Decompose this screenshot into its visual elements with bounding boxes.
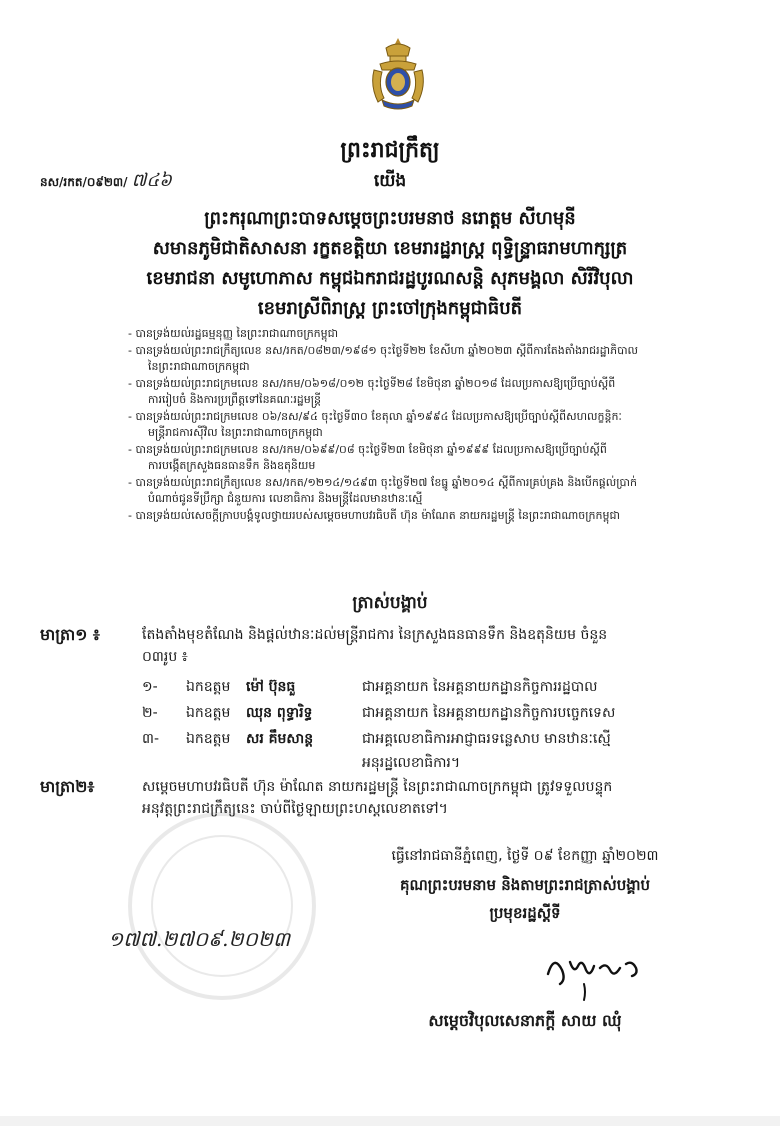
appointee-name: ម៉ៅ ប៊ុនធួ (246, 679, 296, 695)
authority-line-1: គុណព្រះបរមនាម និងតាមព្រះរាជត្រាស់បង្គាប់ (399, 876, 651, 894)
vista-item (128, 343, 748, 376)
signer-name: សម្តេចវិបុលសេនាភក្តី សាយ ឈុំ (428, 1011, 622, 1030)
place-and-date: ធ្វើនៅរាជធានីភ្នំពេញ, ថ្ងៃទី ០៩ ខែកញ្ញា ឆ្នាំ២០២៣ (391, 848, 659, 864)
article-2-line-1: សម្តេចមហាបវរធិបតី ហ៊ុន ម៉ាណែត នាយករដ្ឋមន្ត្រី នៃព្រះរាជាណាចក្រកម្ពុជា ត្រូវទទួលបន្ទុក (142, 779, 613, 795)
vista-text-cont: បំណាច់ជូនទីប្រឹក្សា ជំនួយការ លេខាធិការ និងមន្ត្រីដែលមានឋានៈស្មើ (148, 492, 423, 505)
vista-item (128, 475, 748, 508)
vista-item (128, 409, 748, 442)
vista-text-cont: នៃព្រះរាជាណាចក្រកម្ពុជា (148, 360, 250, 373)
vista-text-cont: ការរៀបចំ និងការប្រព្រឹត្តទៅនៃគណៈរដ្ឋមន្ត្រី (148, 393, 322, 406)
vista-text: - បានទ្រង់យល់សេចក្តីក្រាបបង្គំទូលថ្វាយរបស់សម្តេចមហាបវរធិបតី ហ៊ុន ម៉ាណែត នាយករដ្ឋមន្ត្រី នៃព្រះរាជាណាចក្រកម្ពុជា (128, 508, 620, 522)
appointee-position: ជាអគ្គលេខាធិការអាជ្ញាធរទន្លេសាប មានឋានៈស្មើ (362, 731, 611, 747)
vista-item (128, 508, 748, 525)
appointee-position: ជាអគ្គនាយក នៃអគ្គនាយកដ្ឋានកិច្ចការរដ្ឋបាល (362, 679, 598, 695)
article-2-text (142, 776, 754, 820)
vista-item (128, 326, 748, 343)
we-heading: យើង (373, 171, 407, 191)
handwritten-date: ១៧៧.២៧០៩.២០២៣ (108, 927, 291, 951)
appointee-position: ជាអគ្គនាយក នៃអគ្គនាយកដ្ឋានកិច្ចការបច្ចេកទេស (362, 705, 616, 721)
appointee-rank: ឯកឧត្តម (186, 731, 231, 747)
article-1-label: មាត្រា១ ៖ (40, 625, 100, 644)
appointee-number: ១- (142, 679, 158, 695)
king-title-line-4: ខេមរាស្រីពិរាស្ត្រ ព្រះចៅក្រុងកម្ពុជាធិបតី (257, 298, 523, 319)
vistas-list (128, 326, 748, 524)
vista-text: - បានទ្រង់យល់រដ្ឋធម្មនុញ្ញ នៃព្រះរាជាណាចក្រកម្ពុជា (128, 327, 339, 340)
page-bottom-edge (0, 1116, 780, 1126)
vista-item (128, 376, 748, 409)
article-1-line-1: តែងតាំងមុខតំណែង និងផ្តល់ឋានៈដល់មន្ត្រីរាជការ នៃក្រសួងធនធានទឹក និងឧតុនិយម ចំនួន (142, 627, 608, 643)
vista-text: - បានទ្រង់យល់ព្រះរាជក្រមលេខ នស/រកម/០៦១៨/០១២ ចុះថ្ងៃទី២៨ ខែមិថុនា ឆ្នាំ២០១៨ ដែលប្រកាសឱ្យប្រើច្បាប់ស្តីពី (128, 376, 616, 390)
order-heading: ត្រាស់បង្គាប់ (352, 593, 428, 613)
king-title-line-3: ខេមរាជនា សមូហោភាស កម្ពុជឯករាជរដ្ឋបូរណសន្តិ សុភមង្គលា សិរីវិបុលា (146, 268, 634, 289)
faint-seal-stamp (122, 806, 322, 1006)
appointee-rank: ឯកឧត្តម (186, 705, 231, 721)
appointee-rank: ឯកឧត្តម (186, 679, 231, 695)
vista-text-cont: មន្ត្រីរាជការស៊ីវិល នៃព្រះរាជាណាចក្រកម្ពុជា (148, 426, 323, 439)
vista-text: - បានទ្រង់យល់ព្រះរាជក្រមលេខ នស/រកម/០៦៩៩/០៨ ចុះថ្ងៃទី២៣ ខែមិថុនា ឆ្នាំ១៩៩៩ ដែលប្រកាសឱ្យប្រើច្បាប់ស្តីពី (128, 442, 607, 456)
vista-text: - បានទ្រង់យល់ព្រះរាជក្រមលេខ ០៦/នស/៩៤ ចុះថ្ងៃទី៣០ ខែតុលា ឆ្នាំ១៩៩៤ ដែលប្រកាសឱ្យប្រើច្បាប់ស្តីពីសហលក្ខន្តិកៈ (128, 409, 622, 423)
reference-handwritten: ៧៤៦ (131, 170, 172, 191)
royal-coat-of-arms-icon (364, 36, 432, 112)
appointee-number: ២- (142, 705, 158, 721)
king-title-line-1: ព្រះករុណាព្រះបាទសម្តេចព្រះបរមនាថ នរោត្តម សីហមុនី (204, 208, 576, 229)
vista-text: - បានទ្រង់យល់ព្រះរាជក្រឹត្យលេខ នស/រកត/០៨២៣/១៩៨១ ចុះថ្ងៃទី២២ ខែសីហា ឆ្នាំ២០២៣ ស្តីពីការតែងតាំងរាជរដ្ឋាភិបាល (128, 343, 639, 357)
king-title-line-2: សមានភូមិជាតិសាសនា រក្ខតខត្តិយា ខេមរារដ្ឋរាស្ត្រ ពុទ្ធិន្ទ្រាធរាមហាក្សត្រ (152, 238, 628, 259)
reference-printed: នស/រកត/០៩២៣/ (40, 175, 128, 189)
decree-title: ព្រះរាជក្រឹត្យ (340, 137, 440, 163)
authority-line-2: ប្រមុខរដ្ឋស្តីទី (489, 904, 561, 922)
article-1-text (142, 624, 754, 668)
vista-item (128, 442, 748, 475)
handwritten-signature (540, 944, 660, 1004)
appointee-name: សរ គឹមសាន្ត (246, 731, 314, 747)
article-1-line-2: ០៣រូប ៖ (142, 649, 188, 665)
article-2-line-2: អនុវត្តព្រះរាជក្រឹត្យនេះ ចាប់ពីថ្ងៃឡាយព្រះហស្តលេខាតទៅ។ (142, 801, 448, 817)
appointee-number: ៣- (142, 731, 160, 747)
article-2-label: មាត្រា២៖ (40, 777, 95, 796)
vista-text: - បានទ្រង់យល់ព្រះរាជក្រឹត្យលេខ នស/រកត/១២១៤/១៤៩៣ ចុះថ្ងៃទី២៧ ខែធ្នូ ឆ្នាំ២០១៤ ស្តីពីការគ្រប់គ្រង និងបើកផ្តល់ប្រាក់ (128, 475, 637, 489)
appointee-continuation: អនុរដ្ឋលេខាធិការ។ (362, 755, 461, 771)
vista-text-cont: ការបង្កើតក្រសួងធនធានទឹក និងឧតុនិយម (148, 459, 316, 472)
appointee-name: ឈុន ពុទ្ធារិទ្ធ (246, 705, 313, 721)
